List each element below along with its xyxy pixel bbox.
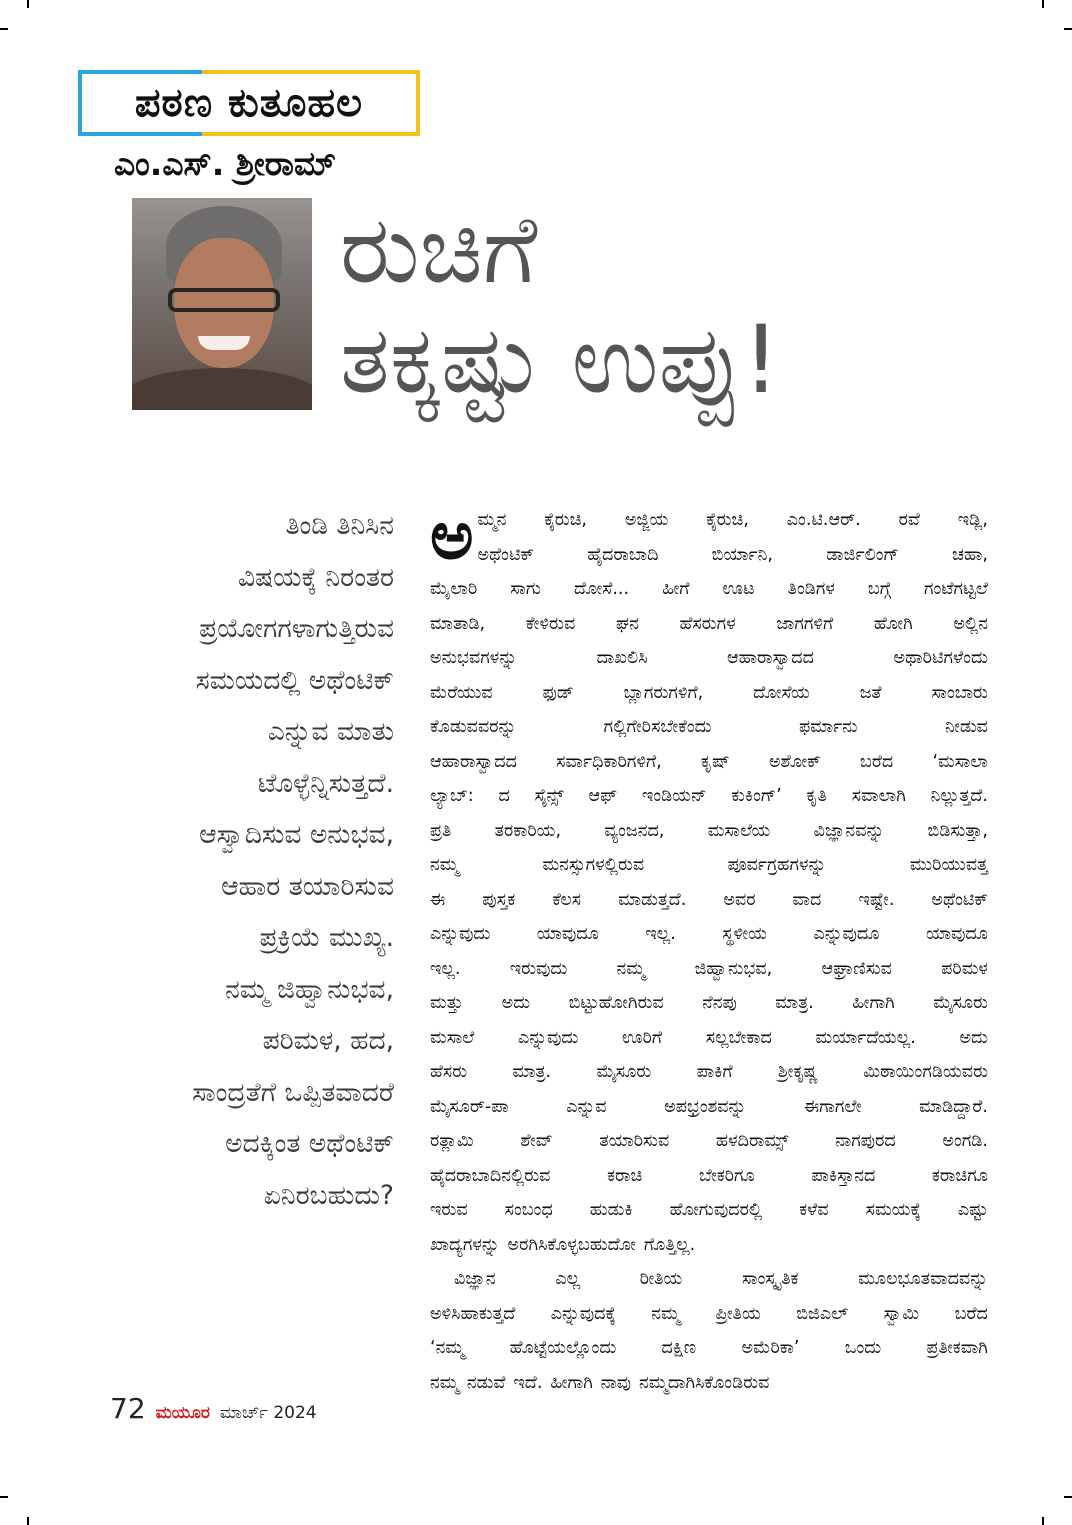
crop-mark [27, 1517, 29, 1525]
body-line: ಖಾದ್ಯಗಳನ್ನು ಅರಗಿಸಿಕೊಳ್ಳಬಹುದೋ ಗೊತ್ತಿಲ್ಲ. [430, 1234, 696, 1255]
body-line: ಹೆಸರು ಮಾತ್ರ. ಮೈಸೂರು ಪಾಕಿಗೆ ಶ್ರೀಕೃಷ್ಣ ಮಿಠಾಯಿಂಗಡಿಯವರು [430, 1062, 988, 1082]
pullquote-line: ಏನಿರಬಹುದು? [263, 1179, 394, 1211]
body-line: ಇರುವ ಸಂಬಂಧ ಹುಡುಕಿ ಹೋಗುವುದರಲ್ಲಿ ಕಳೆವ ಸಮಯಕ್ಕೆ ಎಷ್ಟು [430, 1200, 988, 1220]
pullquote-line: ಸಾಂದ್ರತೆಗೆ ಒಪ್ಪಿತವಾದರೆ [192, 1076, 394, 1108]
pull-quote [108, 500, 394, 1221]
pullquote-line: ಪ್ರಯೋಗಗಳಾಗುತ್ತಿರುವ [199, 613, 394, 644]
body-line: ಪ್ರತಿ ತರಕಾರಿಯ, ವ್ಯಂಜನದ, ಮಸಾಲೆಯ ವಿಜ್ಞಾನವನ್ನು ಬಿಡಿಸುತ್ತಾ, [430, 820, 988, 841]
magazine-name: ಮಯೂರ [155, 1403, 210, 1423]
pullquote-line: ಅದಕ್ಕಿಂತ ಅಥೆಂಟಿಕ್ [225, 1128, 394, 1159]
article-body [430, 497, 988, 1400]
body-line: ಆಹಾರಾಸ್ವಾದದ ಸರ್ವಾಧಿಕಾರಿಗಳಿಗೆ, ಕೃಷ್ ಅಶೋಕ್ ಬರೆದ ‘ಮಸಾಲಾ [430, 751, 988, 772]
crop-mark [1042, 1517, 1044, 1525]
body-line: ಅಥೆಂಟಿಕ್ ಹೈದರಾಬಾದಿ ಬಿರ್ಯಾನಿ, ಡಾರ್ಜಿಲಿಂಗ್ ಚಹಾ, [477, 544, 988, 565]
body-line: ಮಾತಾಡಿ, ಕೇಳಿರುವ ಘನ ಹೆಸರುಗಳ ಜಾಗಗಳಿಗೆ ಹೋಗಿ ಅಲ್ಲಿನ [430, 613, 988, 634]
author-name: ಎಂ.ಎಸ್. ಶ್ರೀರಾಮ್ [114, 144, 336, 183]
issue-date: ಮಾರ್ಚ್ 2024 [219, 1403, 317, 1423]
page-footer [110, 1392, 317, 1425]
pullquote-line: ತಿಂಡಿ ತಿನಿಸಿನ [285, 510, 394, 541]
pullquote-line: ಆಹಾರ ತಯಾರಿಸುವ [221, 870, 394, 902]
crop-mark [27, 0, 29, 8]
crop-mark [1042, 0, 1044, 8]
headline-line: ತಕ್ಕಷ್ಟು ಉಪ್ಪು! [340, 306, 780, 415]
crop-mark [1064, 1496, 1072, 1498]
crop-mark [1064, 28, 1072, 30]
headline-line: ರುಚಿಗೆ [340, 196, 538, 305]
column-title-badge [78, 70, 420, 136]
pullquote-line: ಆಸ್ವಾದಿಸುವ ಅನುಭವ, [199, 819, 394, 850]
body-line: ಹೈದರಾಬಾದಿನಲ್ಲಿರುವ ಕರಾಚಿ ಬೇಕರಿಗೂ ಪಾಕಿಸ್ತಾನದ ಕರಾಚಿಗೂ [430, 1165, 988, 1186]
body-line: ಮ್ಮನ ಕೈರುಚಿ, ಅಜ್ಜಿಯ ಕೈರುಚಿ, ಎಂ.ಟಿ.ಆರ್. ರವೆ ಇಡ್ಲಿ, [477, 510, 988, 530]
column-title: ಪಠಣ ಕುತೂಹಲ [134, 80, 364, 126]
body-line: ಮೈಸೂರ್-ಪಾ ಎನ್ನುವ ಅಪಭ್ರಂಶವನ್ನು ಈಗಾಗಲೇ ಮಾಡಿದ್ದಾರೆ. [430, 1096, 988, 1117]
body-line: ಮತ್ತು ಅದು ಬಿಟ್ಟುಹೋಗಿರುವ ನೆನಪು ಮಾತ್ರ. ಹೀಗಾಗಿ ಮೈಸೂರು [430, 993, 988, 1013]
body-line: ನಮ್ಮ ನಡುವೆ ಇದೆ. ಹೀಗಾಗಿ ನಾವು ನಮ್ಮದಾಗಿಸಿಕೊಂಡಿರುವ [430, 1372, 770, 1393]
body-line: ಅಳಿಸಿಹಾಕುತ್ತದೆ ಎನ್ನುವುದಕ್ಕೆ ನಮ್ಮ ಪ್ರೀತಿಯ ಬಿಜಿಎಲ್ ಸ್ವಾಮಿ ಬರೆದ [430, 1303, 988, 1324]
pullquote-line: ನಮ್ಮ ಜಿಹ್ವಾನುಭವ, [225, 973, 394, 1005]
page-number: 72 [110, 1392, 146, 1425]
body-line: ಲ್ಯಾಬ್: ದ ಸೈನ್ಸ್ ಆಫ್ ಇಂಡಿಯನ್ ಕುಕಿಂಗ್’ ಕೃತಿ ಸವಾಲಾಗಿ ನಿಲ್ಲುತ್ತದೆ. [430, 786, 988, 806]
body-line: ರತ್ಲಾಮಿ ಶೇವ್ ತಯಾರಿಸುವ ಹಳದಿರಾಮ್ಸ್ ನಾಗಪುರದ ಅಂಗಡಿ. [430, 1131, 988, 1151]
drop-cap: ಅ [430, 497, 474, 574]
body-line: ಎನ್ನುವುದು ಯಾವುದೂ ಇಲ್ಲ. ಸ್ಥಳೀಯ ಎನ್ನುವುದೂ ಯಾವುದೂ [430, 924, 988, 944]
author-photo [132, 198, 312, 410]
pullquote-line: ಎನ್ನುವ ಮಾತು [267, 716, 394, 747]
body-line: ಕೊಡುವವರನ್ನು ಗಲ್ಲಿಗೇರಿಸಬೇಕೆಂದು ಫರ್ಮಾನು ನೀಡುವ [430, 717, 988, 737]
body-line: ಮೆರೆಯುವ ಫುಡ್ ಬ್ಲಾಗರುಗಳಿಗೆ, ದೋಸೆಯ ಜತೆ ಸಾಂಬಾರು [430, 682, 988, 703]
pullquote-line: ಪರಿಮಳ, ಹದ, [262, 1025, 394, 1056]
pullquote-line: ಪ್ರಕ್ರಿಯೆ ಮುಖ್ಯ. [259, 922, 394, 953]
article-headline [340, 196, 1040, 416]
body-line: ‘ನಮ್ಮ ಹೊಟ್ಟೆಯಲ್ಲೊಂದು ದಕ್ಷಿಣ ಅಮೆರಿಕಾ’ ಒಂದು ಪ್ರತೀಕವಾಗಿ [430, 1338, 988, 1358]
crop-mark [0, 28, 8, 30]
body-line: ಮೈಲಾರಿ ಸಾಗು ದೋಸೆ... ಹೀಗೆ ಊಟ ತಿಂಡಿಗಳ ಬಗ್ಗೆ ಗಂಟೆಗಟ್ಟಲೆ [430, 579, 988, 599]
body-line: ಅನುಭವಗಳನ್ನು ದಾಖಲಿಸಿ ಆಹಾರಾಸ್ವಾದದ ಅಥಾರಿಟಿಗಳೆಂದು [430, 648, 988, 668]
body-line: ಇಲ್ಲ. ಇರುವುದು ನಮ್ಮ ಜಿಹ್ವಾನುಭವ, ಆಘ್ರಾಣಿಸುವ ಪರಿಮಳ [430, 958, 988, 979]
pullquote-line: ಟೊಳ್ಳೆನ್ನಿಸುತ್ತದೆ. [257, 767, 394, 799]
pullquote-line: ವಿಷಯಕ್ಕೆ ನಿರಂತರ [238, 561, 394, 593]
crop-mark [0, 1496, 8, 1498]
body-line: ನಮ್ಮ ಮನಸ್ಸುಗಳಲ್ಲಿರುವ ಪೂರ್ವಗ್ರಹಗಳನ್ನು ಮುರಿಯುವತ್ತ [430, 855, 988, 875]
pullquote-line: ಸಮಯದಲ್ಲಿ ಅಥೆಂಟಿಕ್ [195, 664, 394, 696]
body-line: ವಿಜ್ಞಾನ ಎಲ್ಲ ರೀತಿಯ ಸಾಂಸ್ಕೃತಿಕ ಮೂಲಭೂತವಾದವನ್ನು [454, 1269, 988, 1289]
body-line: ಮಸಾಲೆ ಎನ್ನುವುದು ಊರಿಗೆ ಸಲ್ಲಬೇಕಾದ ಮರ್ಯಾದೆಯಲ್ಲ. ಅದು [430, 1027, 988, 1048]
body-line: ಈ ಪುಸ್ತಕ ಕೆಲಸ ಮಾಡುತ್ತದೆ. ಅವರ ವಾದ ಇಷ್ಟೇ. ಅಥೆಂಟಿಕ್ [430, 889, 988, 910]
